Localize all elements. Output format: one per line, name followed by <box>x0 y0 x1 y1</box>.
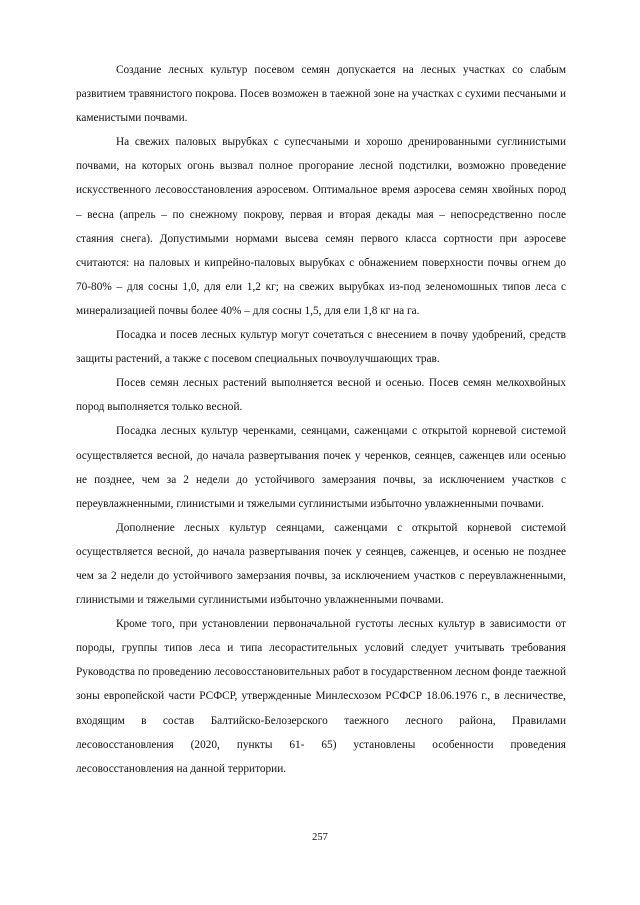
paragraph-initial-density: Кроме того, при установлении первоначальной густоты лесных культур в зависимости от породы, группы типов леса и типа лесорастительных условий следует учитывать требования Руководства по проведению лесовосстановительных работ в государственном лесном фонде таежной зоны европейской части РСФСР, утвержденные Минлесхозом РСФСР 18.06.1976 г., в лесничестве, входящим в состав Балтийско-Белозерского таежного лесного района, Правилами лесовосстановления (2020, пункты 61- 65) установлены особенности проведения лесовосстановления на данной территории. <box>76 618 566 775</box>
page-number: 257 <box>312 832 328 843</box>
paragraph-supplementing-cultures: Дополнение лесных культур сеянцами, саженцами с открытой корневой системой осуществляется весной, до начала развертывания почек у сеянцев, саженцев, и осенью не позднее чем за 2 недели до устойчивого замерзания почвы, за исключением участков с переувлажненными, глинистыми и тяжелыми суглинистыми избыточно увлажненными почвами. <box>76 521 566 607</box>
page-body <box>76 58 566 781</box>
paragraph-sowing-conditions: Создание лесных культур посевом семян допускается на лесных участках со слабым развитием травянистого покрова. Посев возможен в таежной зоне на участках с сухими песчаными и каменистыми почвами. <box>76 64 566 125</box>
paragraph-fertilizers: Посадка и посев лесных культур могут сочетаться с внесением в почву удобрений, средств защиты растений, а также с посевом специальных почвоулучшающих трав. <box>76 329 566 366</box>
paragraph-sowing-season: Посев семян лесных растений выполняется весной и осенью. Посев семян мелкохвойных пород выполняется только весной. <box>76 377 566 414</box>
paragraph-planting-timing: Посадка лесных культур черенками, сеянцами, саженцами с открытой корневой системой осуществляется весной, до начала развертывания почек у черенков, сеянцев, саженцев или осенью не позднее, чем за 2 недели до устойчивого замерзания почвы, за исключением участков с переувлажненными, глинистыми и тяжелыми суглинистыми избыточно увлажненными почвами. <box>76 425 566 510</box>
paragraph-aerial-seeding: На свежих паловых вырубках с супесчаными и хорошо дренированными суглинистыми почвами, на которых огонь вызвал полное прогорание лесной подстилки, возможно проведение искусственного лесовосстановления аэросевом. Оптимальное время аэросева семян хвойных пород – весна (апрель – по снежному покрову, первая и вторая декады мая – непосредственно после стаяния снега). Допустимыми нормами высева семян первого класса сортности при аэросеве считаются: на паловых и кипрейно-паловых вырубках с обнажением поверхности почвы огнем до 70-80% – для сосны 1,0, для ели 1,2 кг; на свежих вырубках из-под зеленомошных типов леса с минерализацией почвы более 40% – для сосны 1,5, для ели 1,8 кг на га. <box>76 136 566 317</box>
